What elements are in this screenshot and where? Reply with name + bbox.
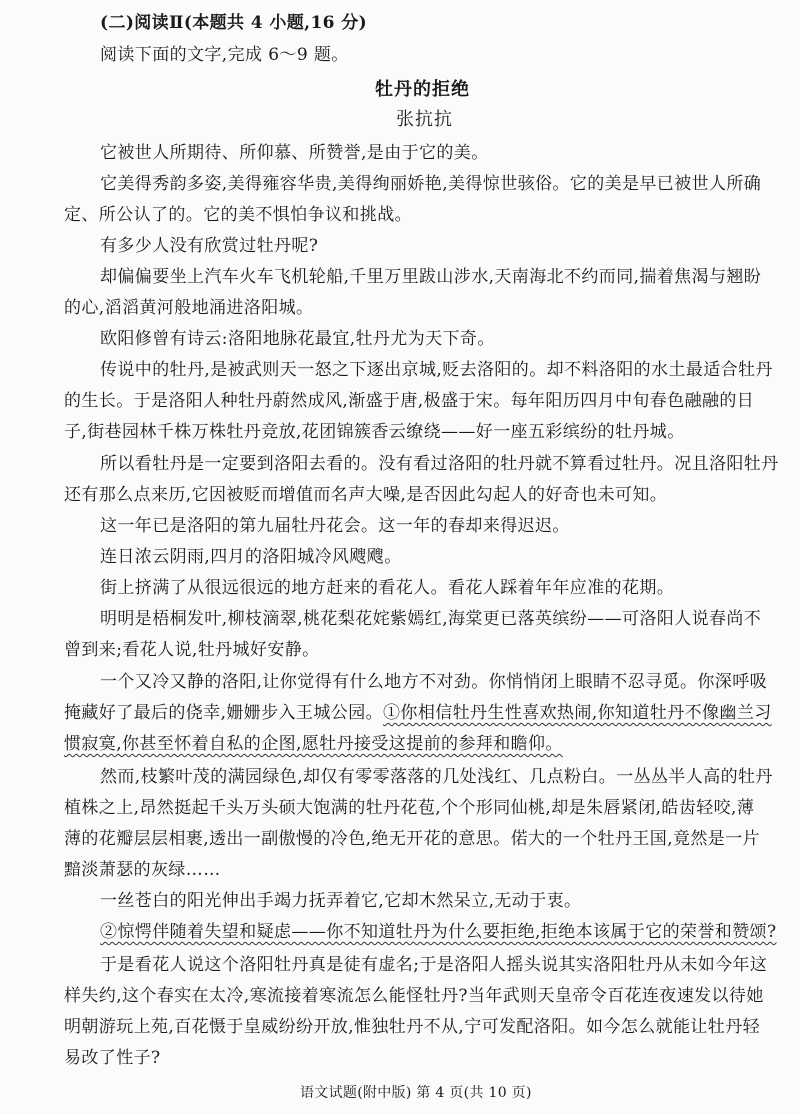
paragraph-line: 的心,滔滔黄河般地涌进洛阳城。: [64, 298, 314, 318]
paragraph-line: 薄的花瓣层层相裹,透出一副傲慢的冷色,绝无开花的意思。偌大的一个牡丹王国,竟然是一片: [64, 829, 761, 849]
paragraph-line: 还有那么点来历,它因被贬而增值而名声大噪,是否因此勾起人的好奇也未可知。: [64, 485, 668, 505]
paragraph-line: [100, 920, 777, 944]
paragraph-line: 却偏偏要坐上汽车火车飞机轮船,千里万里跋山涉水,天南海北不约而同,揣着焦渴与翘盼: [100, 267, 762, 287]
paragraph-text: 掩藏好了最后的侥幸,姗姗步入王城公园。: [64, 703, 384, 723]
paragraph-line: 易改了性子?: [64, 1048, 161, 1068]
paragraph-line: 然而,枝繁叶茂的满园绿色,却仅有零零落落的几处浅红、几点粉白。一丛丛半人高的牡丹: [100, 767, 773, 787]
underlined-sentence-1-cont: 惯寂寞,你甚至怀着自私的企图,愿牡丹接受这提前的参拜和瞻仰。: [64, 734, 563, 754]
paragraph-line: 一个又冷又静的洛阳,让你觉得有什么地方不对劲。你悄悄闭上眼睛不忍寻觅。你深呼吸: [100, 672, 768, 692]
article-title: 牡丹的拒绝: [375, 79, 470, 100]
page-footer: 语文试题(附中版) 第 4 页(共 10 页): [300, 1085, 532, 1101]
paragraph-line: [64, 732, 563, 756]
underlined-sentence-2: ②惊愕伴随着失望和疑虑——你不知道牡丹为什么要拒绝,拒绝本该属于它的荣誉和赞颂?: [100, 922, 777, 942]
paragraph-line: 子,街巷园林千株万株牡丹竞放,花团锦簇香云缭绕——好一座五彩缤纷的牡丹城。: [64, 422, 685, 442]
paragraph-line: 一丝苍白的阳光伸出手竭力抚弄着它,它却木然呆立,无动于衷。: [100, 891, 582, 911]
paragraph-line: 于是看花人说这个洛阳牡丹真是徒有虚名;于是洛阳人摇头说其实洛阳牡丹从未如今年这: [100, 955, 768, 975]
section-instruction: 阅读下面的文字,完成 6～9 题。: [100, 45, 349, 65]
paragraph-line: [64, 701, 772, 725]
paragraph-line: 定、所公认了的。它的美不惧怕争议和挑战。: [64, 205, 412, 225]
paragraph-line: 明明是梧桐发叶,柳枝滴翠,桃花梨花姹紫嫣红,海棠更已落英缤纷——可洛阳人说春尚不: [100, 609, 762, 629]
underlined-sentence-1: ①你相信牡丹生性喜欢热闹,你知道牡丹不像幽兰习: [383, 703, 772, 723]
paragraph-line: 传说中的牡丹,是被武则天一怒之下逐出京城,贬去洛阳的。却不料洛阳的水土最适合牡丹: [100, 360, 773, 380]
paragraph-line: 欧阳修曾有诗云:洛阳地脉花最宜,牡丹尤为天下奇。: [100, 329, 495, 349]
paragraph-line: 的生长。于是洛阳人种牡丹蔚然成风,渐盛于唐,极盛于宋。每年阳历四月中旬春色融融的日: [64, 391, 755, 411]
section-heading: (二)阅读Ⅱ(本题共 4 小题,16 分): [100, 13, 368, 33]
paragraph-line: 样失约,这个春实在太冷,寒流接着寒流怎么能怪牡丹?当年武则天皇帝令百花连夜速发以待她: [64, 986, 764, 1006]
paragraph-line: 街上挤满了从很远很远的地方赶来的看花人。看花人踩着年年应准的花期。: [100, 578, 675, 598]
paragraph-line: 有多少人没有欣赏过牡丹呢?: [100, 236, 319, 256]
paragraph-line: 曾到来;看花人说,牡丹城好安静。: [64, 640, 320, 660]
paragraph-line: 这一年已是洛阳的第九届牡丹花会。这一年的春却来得迟迟。: [100, 516, 570, 536]
article-author: 张抗抗: [396, 109, 453, 130]
paragraph-line: 它被世人所期待、所仰慕、所赞誉,是由于它的美。: [100, 143, 489, 163]
paragraph-line: 连日浓云阴雨,四月的洛阳城冷风飕飕。: [100, 547, 402, 567]
paragraph-line: 它美得秀韵多姿,美得雍容华贵,美得绚丽娇艳,美得惊世骇俗。它的美是早已被世人所确: [100, 174, 762, 194]
paragraph-line: 植株之上,昂然挺起千头万头硕大饱满的牡丹花苞,个个形同仙桃,却是朱唇紧闭,皓齿轻咬,薄: [64, 798, 755, 818]
paragraph-line: 明朝游玩上苑,百花慑于皇威纷纷开放,惟独牡丹不从,宁可发配洛阳。如今怎么就能让牡丹轻: [64, 1017, 761, 1037]
paragraph-line: 黯淡萧瑟的灰绿……: [64, 860, 221, 880]
paragraph-line: 所以看牡丹是一定要到洛阳去看的。没有看过洛阳的牡丹就不算看过牡丹。况且洛阳牡丹: [100, 454, 779, 474]
